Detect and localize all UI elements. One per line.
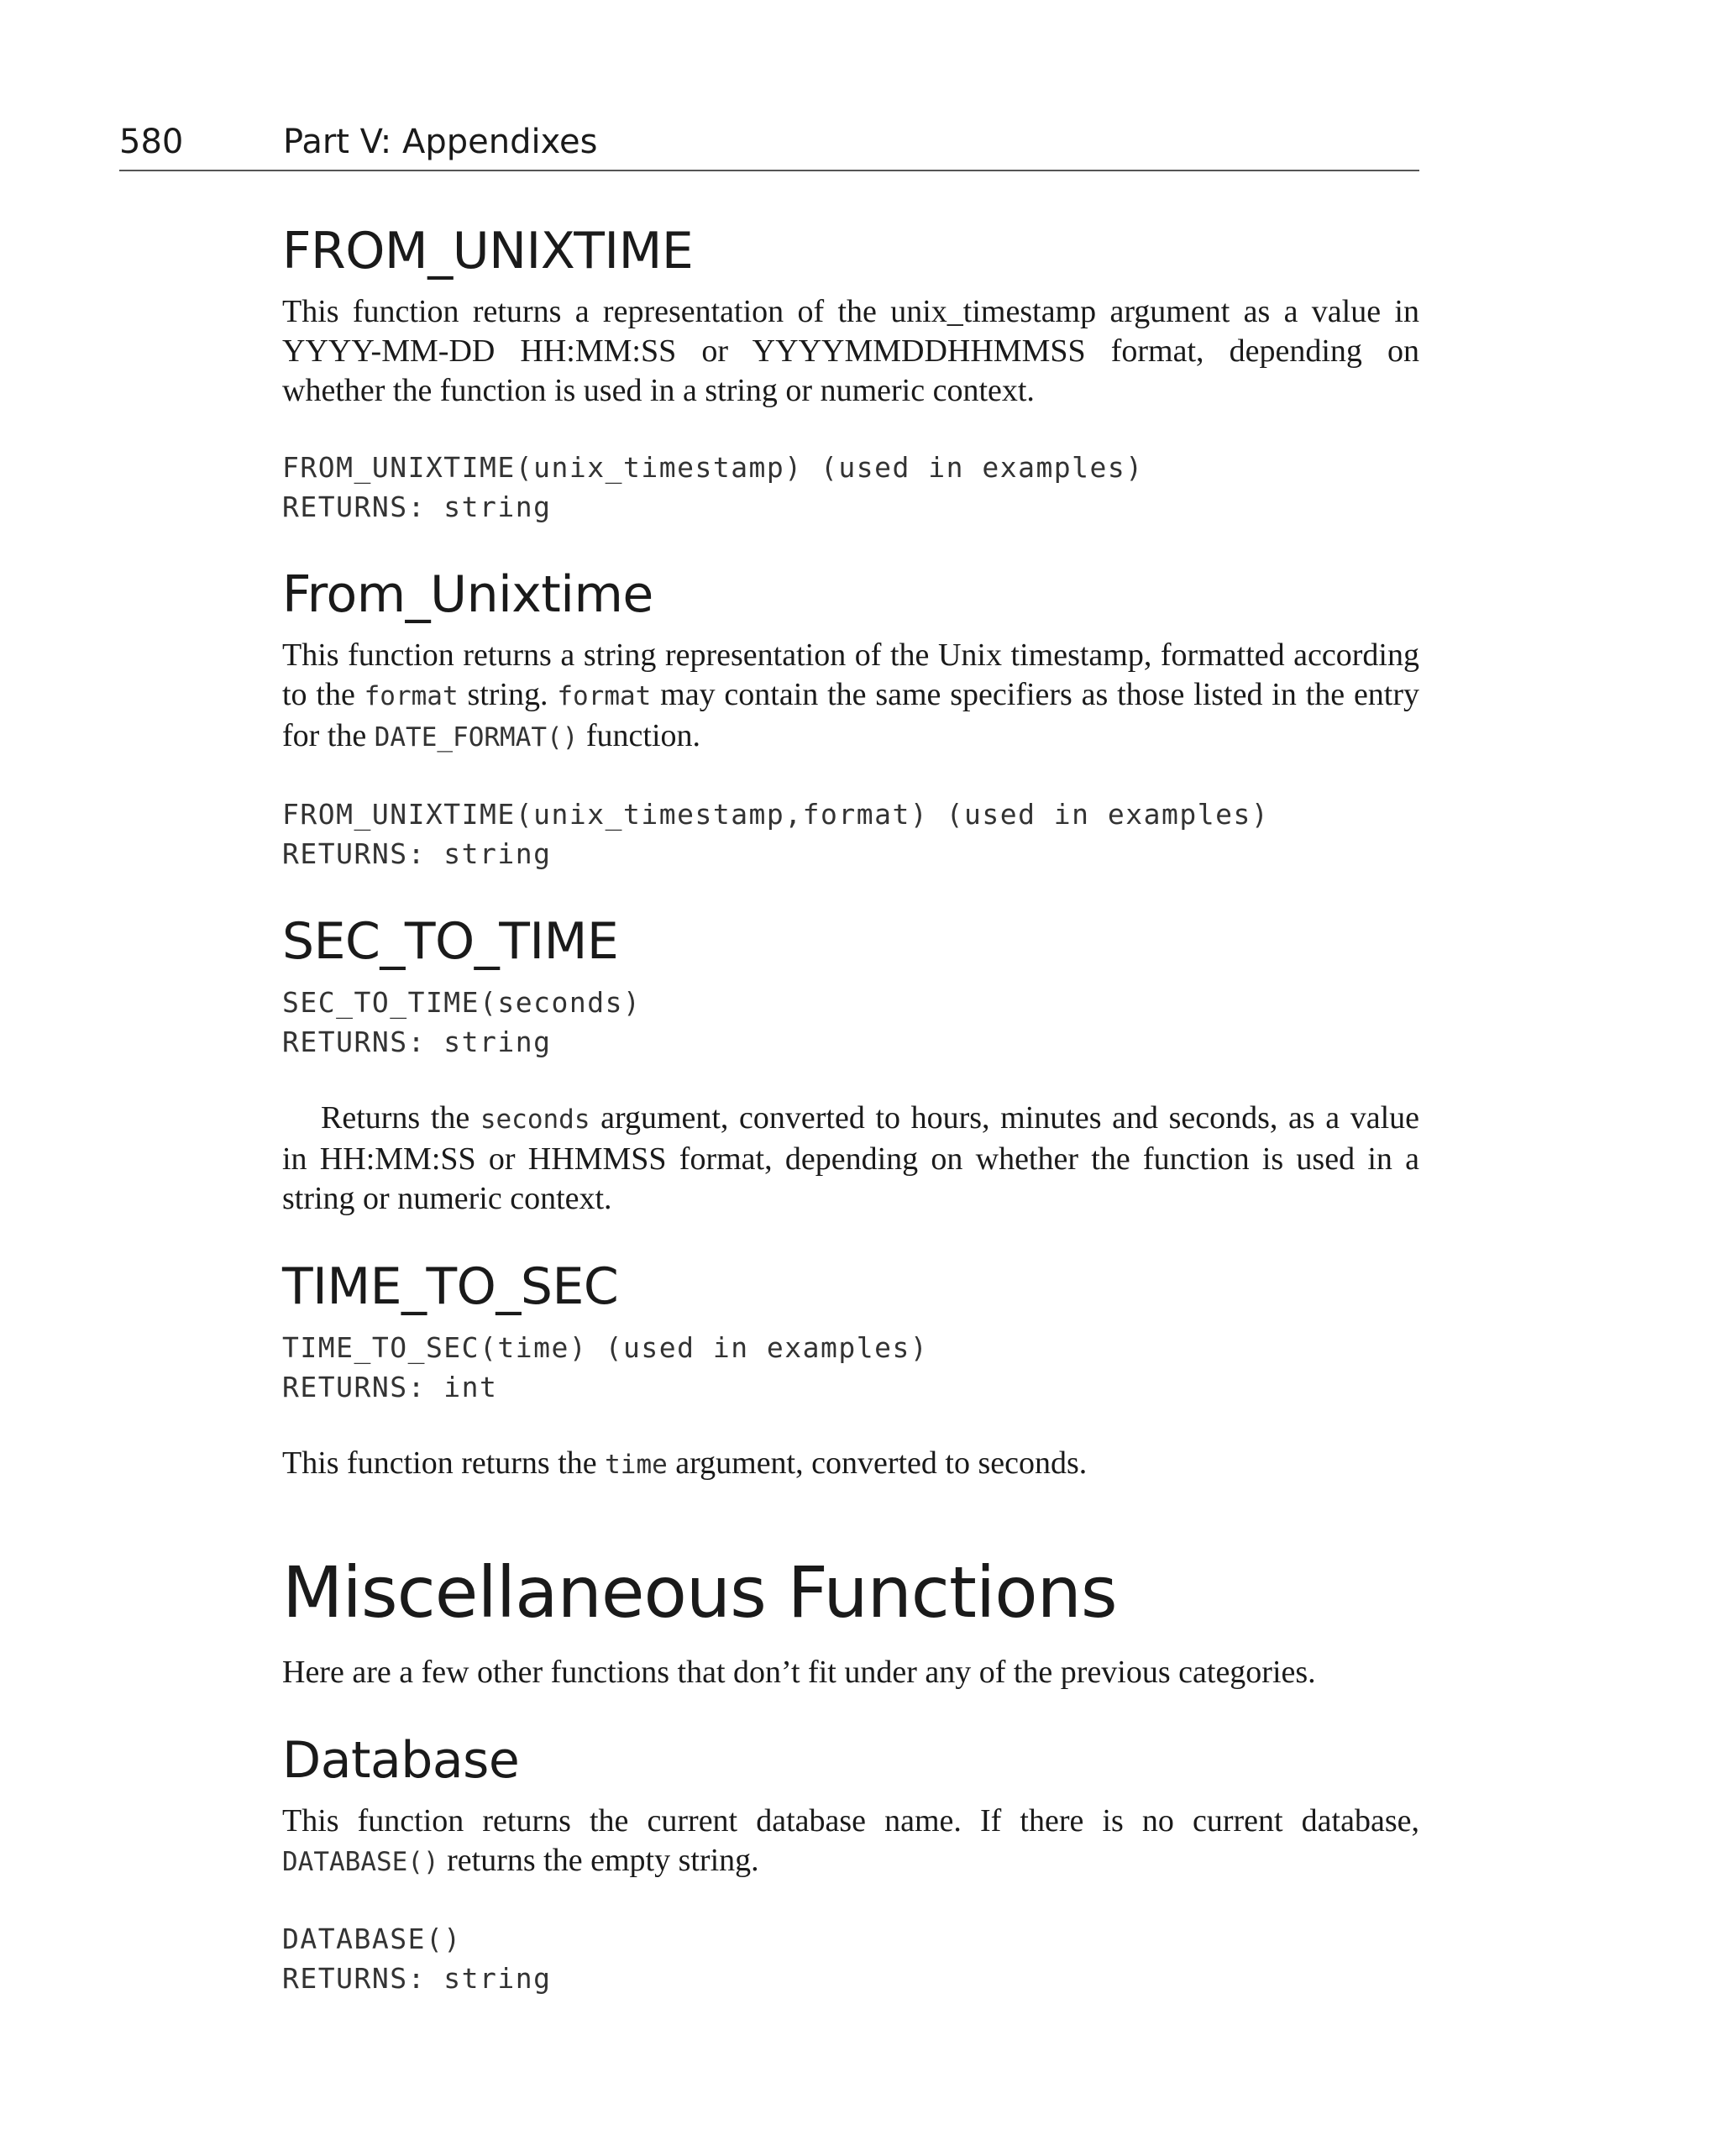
inline-code: DATE_FORMAT() xyxy=(374,722,579,753)
section-from-unixtime-format xyxy=(282,564,1419,873)
inline-code: seconds xyxy=(480,1104,590,1135)
section-sec-to-time xyxy=(282,910,1419,1219)
function-description: This function returns a representation of the unix_timestamp argument as a value in YYYY-MM-DD HH:MM:SS or YYYYMMDDHHMMSS format, depending on whether the function is used in a string or numeric context. xyxy=(282,294,1419,408)
running-header xyxy=(119,118,1419,171)
code-signature: DATABASE() xyxy=(282,1923,462,1955)
desc-text: Returns the xyxy=(321,1100,480,1136)
part-title: Part V: Appendixes xyxy=(283,123,598,161)
code-signature: FROM_UNIXTIME(unix_timestamp) (used in examples) xyxy=(282,451,1144,484)
inline-code: time xyxy=(605,1450,668,1480)
desc-text: This function returns the current database name. If there is no current database, xyxy=(282,1803,1419,1839)
section-intro: Here are a few other functions that don’t fit under any of the previous categories. xyxy=(282,1655,1316,1690)
code-returns: RETURNS: int xyxy=(282,1371,498,1403)
desc-text: This function returns the xyxy=(282,1445,606,1481)
inline-code: DATABASE() xyxy=(282,1847,439,1877)
code-returns: RETURNS: string xyxy=(282,837,552,870)
desc-text: string. xyxy=(458,677,558,712)
code-returns: RETURNS: string xyxy=(282,490,552,523)
desc-text: This function returns a string representation of the Unix timestamp, formatted according to the xyxy=(282,637,1419,712)
function-description xyxy=(282,1099,1419,1219)
page-number: 580 xyxy=(119,123,184,161)
function-description xyxy=(282,1444,1419,1485)
section-miscellaneous xyxy=(282,1550,1419,1692)
function-heading: From_Unixtime xyxy=(282,565,653,624)
code-signature: FROM_UNIXTIME(unix_timestamp,format) (used in examples) xyxy=(282,798,1270,831)
desc-text: argument, converted to hours, minutes and seconds, as a value in HH:MM:SS or HHMMSS format, depending on whether the function is used in a string or numeric context. xyxy=(282,1100,1419,1216)
section-time-to-sec xyxy=(282,1256,1419,1485)
inline-code: format xyxy=(364,681,459,711)
section-database xyxy=(282,1729,1419,1998)
section-heading: Miscellaneous Functions xyxy=(282,1551,1117,1634)
function-heading: SEC_TO_TIME xyxy=(282,912,619,971)
page-content xyxy=(282,220,1419,1998)
function-heading: FROM_UNIXTIME xyxy=(282,222,694,281)
code-returns: RETURNS: string xyxy=(282,1962,552,1995)
desc-text: may contain the same specifiers as those listed in the entry for the xyxy=(282,677,1420,753)
section-from-unixtime xyxy=(282,220,1419,527)
function-description xyxy=(282,636,1419,758)
code-returns: RETURNS: string xyxy=(282,1026,552,1058)
function-description xyxy=(282,1802,1419,1882)
code-signature: TIME_TO_SEC(time) (used in examples) xyxy=(282,1331,929,1364)
desc-text: argument, converted to seconds. xyxy=(667,1445,1088,1481)
desc-text: function. xyxy=(578,718,701,753)
function-heading: Database xyxy=(282,1731,520,1790)
function-heading: TIME_TO_SEC xyxy=(282,1257,619,1316)
inline-code: format xyxy=(557,681,652,711)
code-signature: SEC_TO_TIME(seconds) xyxy=(282,986,642,1019)
desc-text: returns the empty string. xyxy=(438,1843,759,1878)
